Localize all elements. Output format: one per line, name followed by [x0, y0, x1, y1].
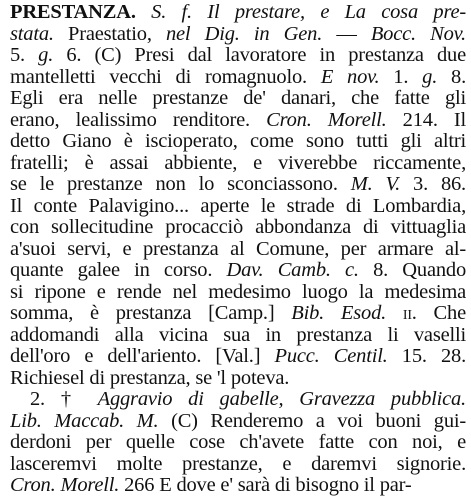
text-segment: 8. Quando — [358, 259, 466, 281]
text-segment: addomandi alla vicina sua in prestanza li vaselli — [10, 323, 466, 346]
text-segment: Il conte Palavigino... aperte le strade di Lombardia, — [10, 194, 466, 217]
text-segment: detto Giano è iscioperato, come sono tutti gli altri — [10, 130, 466, 152]
text-segment: 5. — [10, 44, 39, 66]
text-segment: lasceremvi molte prestanze, e daremvi signorie. — [10, 452, 466, 475]
text-segment: g. — [422, 65, 438, 88]
text-segment: derdoni per quelle cose ch'avete fatte con noi, e — [10, 431, 466, 453]
text-line — [10, 366, 466, 390]
text-segment: Cron. Morell. — [10, 474, 120, 496]
text-segment: Richiesel di prestanza, se 'l poteva. — [10, 366, 290, 389]
text-segment: 2. † — [30, 388, 98, 410]
text-segment: si ripone e rende nel medesimo luogo la medesima — [10, 280, 466, 303]
text-line — [10, 215, 466, 239]
text-segment: 6. (C) Presi dal lavoratore in prestanza due — [53, 44, 466, 66]
text-segment: Praestatio, — [53, 22, 166, 45]
text-line — [10, 194, 466, 218]
text-segment: Cron. Morell. — [266, 108, 387, 131]
text-segment — [386, 302, 403, 324]
text-segment: Aggravio di gabelle, Gravezza pubblica. — [97, 388, 466, 410]
text-segment: E nov. — [320, 65, 380, 88]
text-line — [10, 43, 466, 67]
text-line — [10, 280, 466, 304]
text-line — [30, 387, 466, 411]
text-line — [10, 452, 466, 476]
headword: PRESTANZA. — [10, 1, 136, 23]
text-line — [10, 0, 466, 24]
text-line — [10, 237, 466, 261]
text-segment: Pucc. Centil. — [274, 345, 388, 367]
text-line — [10, 108, 466, 132]
text-segment — [136, 1, 151, 23]
text-segment: 266 E dove e' sarà di bisogno il par- — [119, 474, 412, 496]
text-line — [10, 430, 466, 454]
text-segment: 15. 28. — [387, 345, 466, 367]
text-segment: stata. — [10, 22, 54, 45]
text-segment: Bib. Esod. — [291, 302, 387, 324]
text-line — [10, 129, 466, 153]
text-line — [10, 301, 466, 325]
text-segment: erano, lealissimo renditore. — [10, 108, 267, 131]
text-segment: Che — [416, 302, 466, 324]
text-segment: (C) Renderemo a voi buoni gui- — [158, 409, 466, 432]
text-line — [10, 22, 466, 46]
text-segment: quante galee in corso. — [10, 259, 227, 281]
text-segment: nel Dig. in Gen. — [165, 22, 323, 45]
text-segment: 8. — [437, 65, 466, 88]
text-segment: — — [322, 22, 371, 45]
text-segment: con sollecitudine procacciò abbondanza di vittuaglia — [10, 216, 466, 238]
text-segment: Dav. Camb. c. — [226, 259, 359, 281]
text-segment: 3. 86. — [400, 173, 466, 195]
text-line — [10, 151, 466, 175]
text-segment: ii. — [402, 302, 417, 324]
text-line — [10, 323, 466, 347]
text-segment: 214. Il — [386, 108, 466, 131]
text-segment: g. — [38, 44, 54, 66]
text-segment: fratelli; è assai abbiente, e viverebbe riccamente, — [10, 151, 466, 174]
text-line — [10, 172, 466, 196]
text-line — [10, 258, 466, 282]
text-segment: se le prestanze non lo sconciassono. — [10, 173, 351, 195]
text-segment: M. V. — [350, 173, 401, 195]
text-segment: 1. — [379, 65, 423, 88]
text-segment: mantelletti vecchi di romagnuolo. — [10, 65, 321, 88]
text-segment: S. f. Il prestare, e La cosa pre- — [151, 1, 466, 23]
text-line — [10, 65, 466, 89]
text-line — [10, 473, 466, 497]
text-segment: Egli era nelle prestanze de' danari, che fatte gli — [10, 87, 466, 109]
text-line — [10, 344, 466, 368]
text-segment: a'suoi servi, e prestanza al Comune, per armare al- — [10, 237, 466, 260]
text-line — [10, 86, 466, 110]
text-line — [10, 409, 466, 433]
text-segment: Lib. Maccab. M. — [10, 409, 159, 432]
text-segment: Bocc. Nov. — [370, 22, 466, 45]
text-segment: somma, è prestanza [Camp.] — [10, 302, 292, 324]
text-segment: dell'oro e dell'ariento. [Val.] — [10, 345, 275, 367]
